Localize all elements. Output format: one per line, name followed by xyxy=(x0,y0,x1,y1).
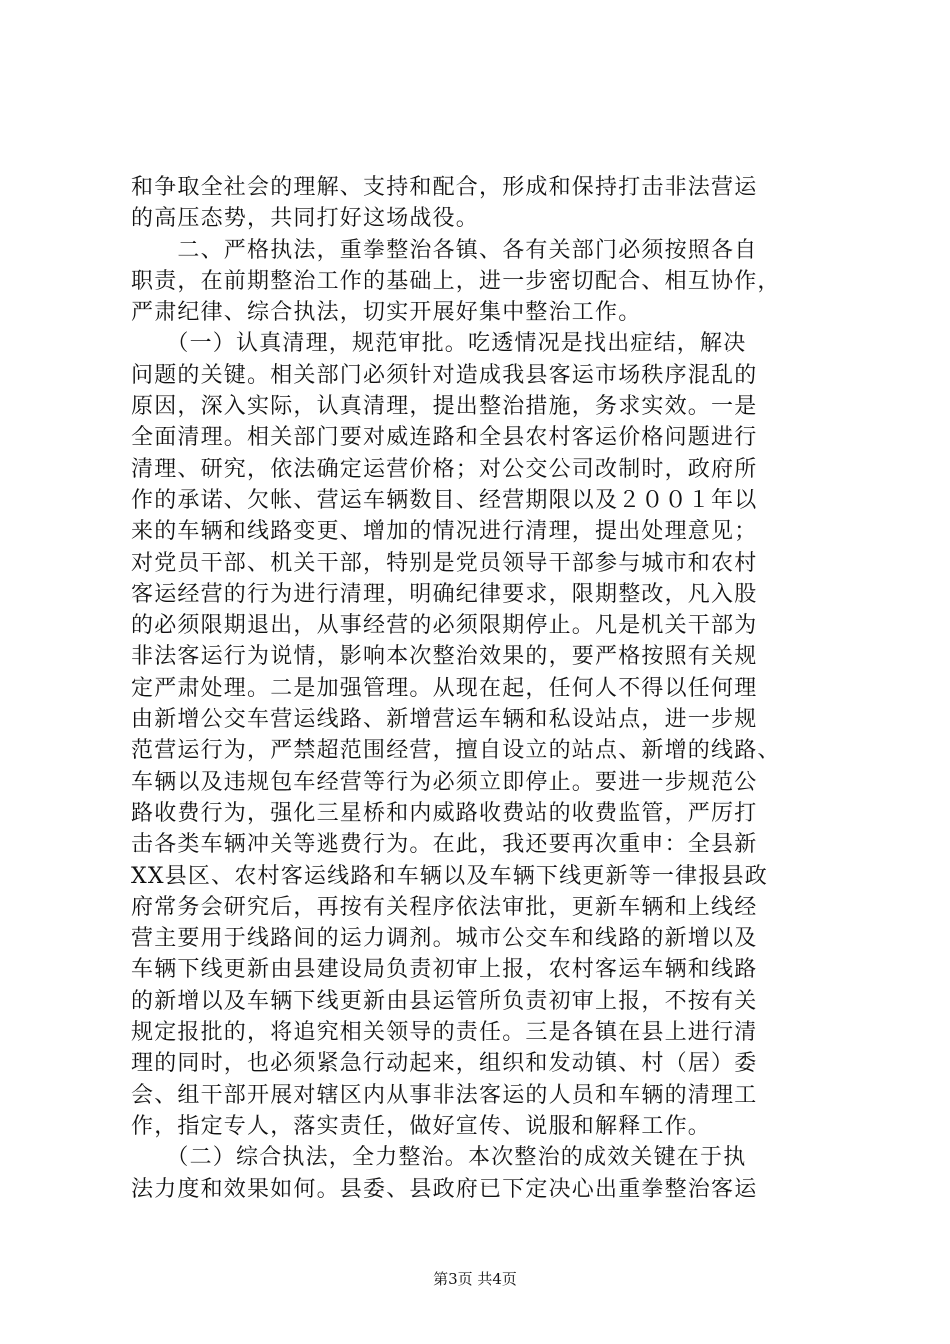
text-line: 作，指定专人，落实责任，做好宣传、说服和解释工作。 xyxy=(131,1113,712,1139)
text-line: 由新增公交车营运线路、新增营运车辆和私设站点，进一步规 xyxy=(131,707,758,733)
text-line: 和争取全社会的理解、支持和配合，形成和保持打击非法营运 xyxy=(131,175,758,200)
text-line: 规定报批的，将追究相关领导的责任。三是各镇在县上进行清 xyxy=(131,1020,758,1046)
text-line: 全面清理。相关部门要对威连路和全县农村客运价格问题进行 xyxy=(131,425,758,451)
text-line: 问题的关键。相关部门必须针对造成我县客运市场秩序混乱的 xyxy=(131,362,758,388)
text-line: 原因，深入实际，认真清理，提出整治措施，务求实效。一是 xyxy=(131,394,758,420)
text-line: 营主要用于线路间的运力调剂。城市公交车和线路的新增以及 xyxy=(131,926,758,952)
text-line: 理的同时，也必须紧急行动起来，组织和发动镇、村（居）委 xyxy=(131,1051,758,1077)
text-line: 会、组干部开展对辖区内从事非法客运的人员和车辆的清理工 xyxy=(131,1082,758,1108)
text-line: 二、严格执法，重拳整治各镇、各有关部门必须按照各自 xyxy=(131,237,758,263)
text-line: （二）综合执法，全力整治。本次整治的成效关键在于执 xyxy=(131,1145,747,1171)
text-line: 非法客运行为说情，影响本次整治效果的，要严格按照有关规 xyxy=(131,644,758,670)
text-line: 职责，在前期整治工作的基础上，进一步密切配合、相互协作， xyxy=(131,268,781,294)
text-line: 清理、研究，依法确定运营价格；对公交公司改制时，政府所 xyxy=(131,456,758,482)
text-line: 严肃纪律、综合执法，切实开展好集中整治工作。 xyxy=(131,300,642,326)
text-line: 的必须限期退出，从事经营的必须限期停止。凡是机关干部为 xyxy=(131,613,758,639)
text-line: 车辆以及违规包车经营等行为必须立即停止。要进一步规范公 xyxy=(131,769,758,795)
text-line: 对党员干部、机关干部，特别是党员领导干部参与城市和农村 xyxy=(131,550,758,576)
text-line: 击各类车辆冲关等逃费行为。在此，我还要再次重申：全县新 xyxy=(131,832,758,858)
text-line: 法力度和效果如何。县委、县政府已下定决心出重拳整治客运 xyxy=(131,1176,758,1202)
page-footer: 第3页 共4页 xyxy=(433,1270,517,1288)
text-line: 车辆下线更新由县建设局负责初审上报，农村客运车辆和线路 xyxy=(131,957,758,983)
text-line: 府常务会研究后，再按有关程序依法审批，更新车辆和上线经 xyxy=(131,894,758,920)
text-line: 作的承诺、欠帐、营运车辆数目、经营期限以及２００１年以 xyxy=(131,487,758,513)
text-line: 的新增以及车辆下线更新由县运管所负责初审上报，不按有关 xyxy=(131,988,758,1014)
text-line: XX县区、农村客运线路和车辆以及车辆下线更新等一律报县政 xyxy=(131,863,768,889)
text-line: 来的车辆和线路变更、增加的情况进行清理，提出处理意见； xyxy=(131,519,758,545)
document-body xyxy=(131,172,831,1205)
text-line: 定严肃处理。二是加强管理。从现在起，任何人不得以任何理 xyxy=(131,675,758,701)
text-line: 路收费行为，强化三星桥和内威路收费站的收费监管，严厉打 xyxy=(131,800,758,826)
text-line: 范营运行为，严禁超范围经营，擅自设立的站点、新增的线路、 xyxy=(131,738,781,764)
text-line: 的高压态势，共同打好这场战役。 xyxy=(131,206,480,232)
text-line: （一）认真清理，规范审批。吃透情况是找出症结，解决 xyxy=(131,331,747,357)
text-line: 客运经营的行为进行清理，明确纪律要求，限期整改，凡入股 xyxy=(131,581,758,607)
